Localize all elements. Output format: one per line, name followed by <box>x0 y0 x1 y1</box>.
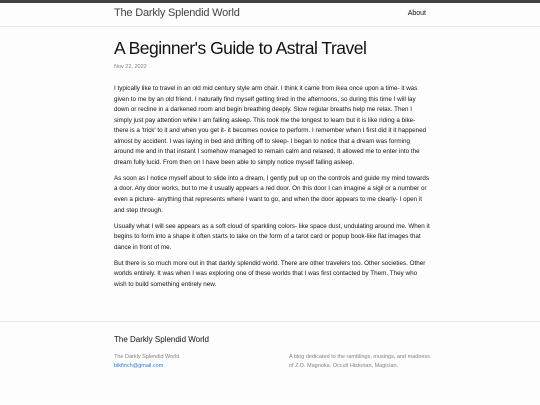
site-footer <box>0 321 540 405</box>
post-paragraph: Usually what I will see appears as a soft cloud of sparkling colors- like space dust, undulating around me. When it begins to form into a shape it often starts to take on the form of a tarot card or popup book-like flat images that dance in front of me. <box>114 222 430 251</box>
site-header <box>0 3 540 27</box>
footer-site-name: The Darkly Splendid World <box>114 354 180 360</box>
post-body <box>114 84 430 296</box>
post-paragraph: As soon as I notice myself about to slide into a dream, I gently pull up on the controls and guide my mind towards a door. Any door works, but to me it usually appears a red door. On this door I can imagine a sigil or a number or even a picture- anything that represents where I want to go, and when the door appears to me clearly- I open it and step through. <box>114 174 430 214</box>
footer-description: A blog dedicated to the ramblings, musings, and madness of Z.D. Magnoka. Occult Historian, Magician. <box>289 354 430 369</box>
footer-contact <box>114 353 274 370</box>
footer-heading: The Darkly Splendid World <box>114 335 210 344</box>
site-title-link[interactable]: The Darkly Splendid World <box>114 7 240 19</box>
post-paragraph: But there is so much more out in that darkly splendid world. There are other travelers too. Other societies. Other worlds entirely. It was when I was exploring one of these worlds that I was first contacted by Them. They who wish to build something entirely new. <box>114 259 426 288</box>
post-date: Nov 22, 2022 <box>114 64 147 70</box>
post-title: A Beginner's Guide to Astral Travel <box>114 38 367 58</box>
footer-email-link[interactable]: blkfinch@gmail.com <box>114 362 164 369</box>
post-paragraph: I typically like to travel in an old mid century style arm chair. I think it came from ikea once upon a time- it was given to me by an old friend. I naturally find myself getting tired in the afternoons, so during this time I will lay down or recline in a darkened room and begin breathing deeply. Slow regular breaths help me relax. Then I simply just pay attention while I am falling asleep. This took me the longest to learn but it is like riding a bike- there is a 'trick' to it and when you get it- it becomes novice to perform. I remember when I first did it it happened almost by accident. I was laying in bed and drifting off to sleep- I began to notice that a dream was forming around me and in that instant I somehow managed to remain calm and relaxed. It allowed me to enter into the dream fully lucid. From then on I have been able to simply notice myself falling asleep. <box>114 85 427 166</box>
nav-about-link[interactable]: About <box>407 10 426 17</box>
